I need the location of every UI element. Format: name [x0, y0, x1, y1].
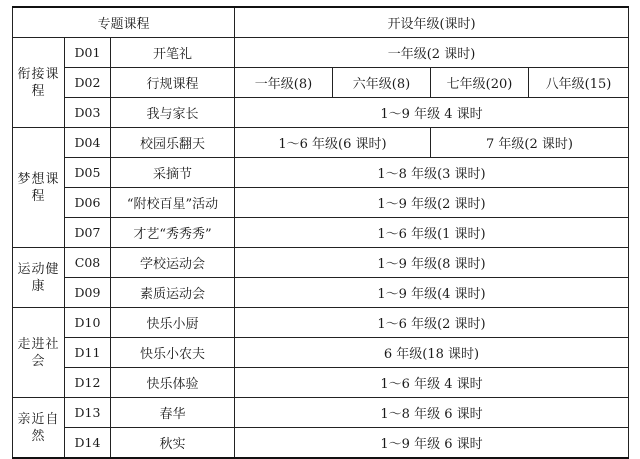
course-code: D13 — [65, 398, 111, 428]
table-row — [13, 248, 629, 278]
course-code: D05 — [65, 158, 111, 188]
grade-cell: 6 年级(18 课时) — [235, 338, 629, 368]
group-label: 梦想课程 — [13, 128, 65, 248]
header-grades: 开设年级(课时) — [235, 7, 629, 38]
grade-cell: 一年级(2 课时) — [235, 38, 629, 68]
table-row — [13, 158, 629, 188]
table-row — [13, 278, 629, 308]
course-code: D09 — [65, 278, 111, 308]
table-row — [13, 338, 629, 368]
grade-cell: 六年级(8) — [333, 68, 431, 98]
grade-cell: 1～9 年级(8 课时) — [235, 248, 629, 278]
course-code: D02 — [65, 68, 111, 98]
grade-cell: 1～6 年级(1 课时) — [235, 218, 629, 248]
grade-cell: 1～9 年级(4 课时) — [235, 278, 629, 308]
table-row — [13, 68, 629, 98]
table-row — [13, 428, 629, 459]
grade-cell: 1～6 年级 4 课时 — [235, 368, 629, 398]
group-label: 衔接课程 — [13, 38, 65, 128]
grade-cell: 1～6 年级(2 课时) — [235, 308, 629, 338]
group-label: 走进社会 — [13, 308, 65, 398]
grade-cell: 1～9 年级 6 课时 — [235, 428, 629, 459]
course-name: 春华 — [111, 398, 235, 428]
grade-cell: 1～8 年级 6 课时 — [235, 398, 629, 428]
course-code: D10 — [65, 308, 111, 338]
group-label: 亲近自然 — [13, 398, 65, 459]
course-name: 素质运动会 — [111, 278, 235, 308]
grade-cell: 七年级(20) — [431, 68, 529, 98]
header-course: 专题课程 — [13, 7, 235, 38]
table-row — [13, 218, 629, 248]
course-name: 快乐小厨 — [111, 308, 235, 338]
grade-cell: 1～9 年级(2 课时) — [235, 188, 629, 218]
course-code: D03 — [65, 98, 111, 128]
grade-cell: 7 年级(2 课时) — [431, 128, 629, 158]
table-row — [13, 98, 629, 128]
course-code: C08 — [65, 248, 111, 278]
course-code: D06 — [65, 188, 111, 218]
grade-cell: 1～6 年级(6 课时) — [235, 128, 431, 158]
group-label: 运动健康 — [13, 248, 65, 308]
course-name: 才艺“秀秀秀” — [111, 218, 235, 248]
course-name: 我与家长 — [111, 98, 235, 128]
grade-cell: 一年级(8) — [235, 68, 333, 98]
course-name: “附校百星”活动 — [111, 188, 235, 218]
table-row — [13, 188, 629, 218]
course-name: 校园乐翻天 — [111, 128, 235, 158]
table-row — [13, 398, 629, 428]
course-code: D14 — [65, 428, 111, 459]
table-row — [13, 128, 629, 158]
header-row — [13, 7, 629, 38]
course-name: 快乐小农夫 — [111, 338, 235, 368]
grade-cell: 1～8 年级(3 课时) — [235, 158, 629, 188]
course-code: D04 — [65, 128, 111, 158]
course-code: D07 — [65, 218, 111, 248]
course-name: 学校运动会 — [111, 248, 235, 278]
course-name: 秋实 — [111, 428, 235, 459]
course-name: 行规课程 — [111, 68, 235, 98]
course-table-container — [12, 6, 629, 459]
course-code: D01 — [65, 38, 111, 68]
course-name: 采摘节 — [111, 158, 235, 188]
grade-cell: 1～9 年级 4 课时 — [235, 98, 629, 128]
course-code: D12 — [65, 368, 111, 398]
course-code: D11 — [65, 338, 111, 368]
table-row — [13, 368, 629, 398]
course-name: 开笔礼 — [111, 38, 235, 68]
table-row — [13, 38, 629, 68]
course-name: 快乐体验 — [111, 368, 235, 398]
table-row — [13, 308, 629, 338]
grade-cell: 八年级(15) — [529, 68, 629, 98]
course-table — [12, 6, 629, 459]
